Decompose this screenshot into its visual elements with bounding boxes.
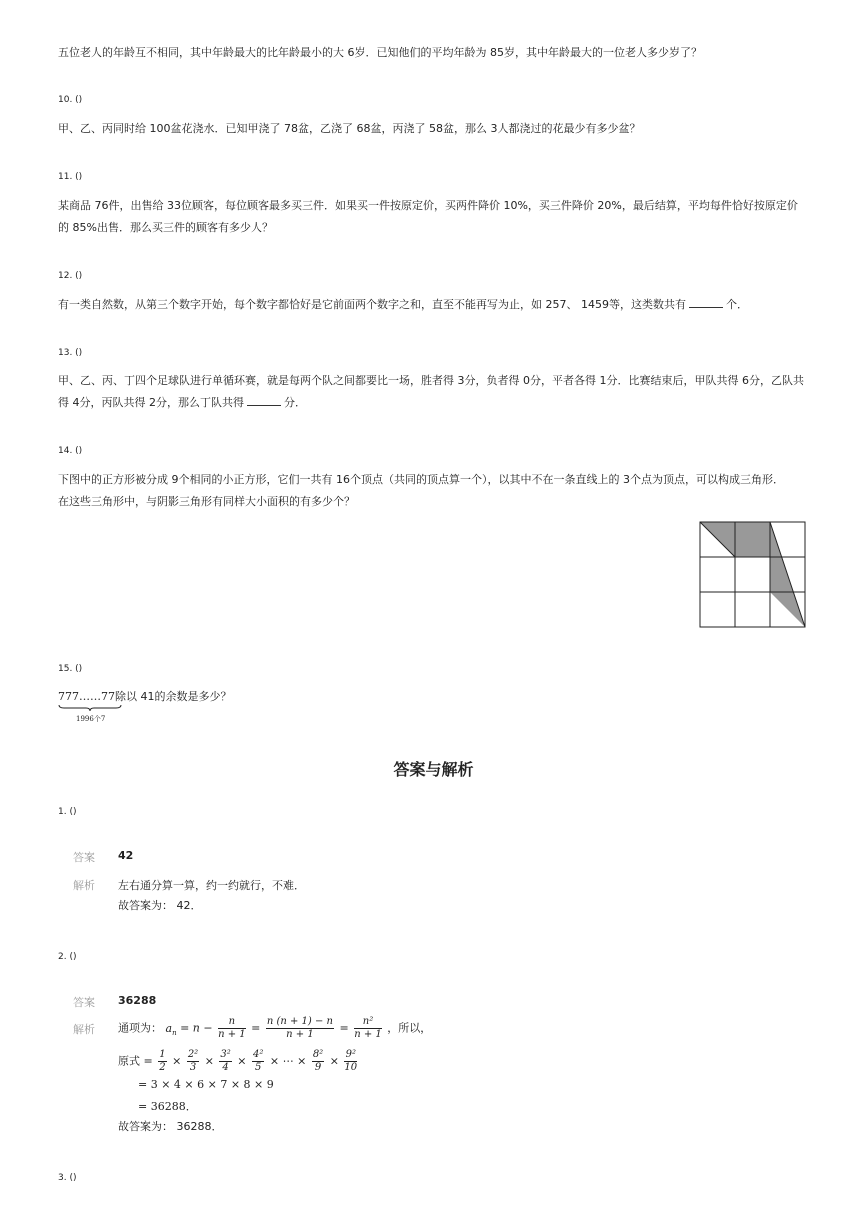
fraction-2: $\frac{n (n + 1) - n}{n + 1}$: [266, 1016, 333, 1040]
answer-2-label: 答案: [73, 996, 95, 1009]
analysis-2-line-3: = 3 × 4 × 6 × 7 × 8 × 9: [138, 1078, 274, 1091]
question-14-number: 14. (): [58, 446, 83, 456]
general-term-prefix: 通项为：: [118, 1021, 162, 1035]
analysis-1-label: 解析: [73, 879, 95, 892]
question-12-text-a: 有一类自然数，从第三个数字开始，每个数字都恰好是它前面两个数字之和，直至不能再写为止，如 257、 1459等，这类数共有: [58, 298, 686, 311]
question-13-text-b: 分．: [284, 396, 306, 409]
answer-3-number: 3. (): [58, 1173, 77, 1183]
repeated-digits: [58, 690, 115, 723]
answer-1-value: 42: [118, 849, 134, 862]
answer-2-value: 36288: [118, 994, 157, 1007]
analysis-2-line-5: 故答案为： 36288．: [118, 1120, 223, 1133]
question-15-text: 除以 41的余数是多少？: [115, 690, 232, 703]
question-10-number: 10. (): [58, 95, 83, 105]
question-15-number: 15. (): [58, 664, 83, 674]
an-symbol: $a_n$: [165, 1021, 177, 1037]
answer-blank: [247, 395, 281, 406]
question-12-text-b: 个．: [725, 298, 748, 311]
product-fraction-5: $\frac{\text{8²}}{9}$: [312, 1049, 324, 1073]
question-13-text-a: 甲、乙、丙、丁四个足球队进行单循环赛，就是每两个队之间都要比一场，胜者得 3分，负者得 0分，平者各得 1分．比赛结束后，甲队共得 6分，乙队共得 4分，丙队共得 2分，那么丁队共得: [58, 374, 804, 409]
question-13-number: 13. (): [58, 348, 83, 358]
shaded-region-2: [735, 522, 770, 557]
analysis-1-line-2: 故答案为： 42．: [118, 899, 202, 912]
question-11-text: 某商品 76件，出售给 33位顾客，每位顾客最多买三件．如果买一件按原定价，买两件降价 10%，买三件降价 20%，最后结算，平均每件恰好按原定价的 85%出售．那么买三件的顾客有多少人？: [58, 199, 798, 234]
fraction-3: $\frac{\text{n²}}{n + 1}$: [354, 1016, 382, 1040]
product-formula: 原式 = $\frac{1}{2}$ × $\frac{\text{2²}}{3}$ × $\frac{\text{3²}}{4}$ × $\frac{\text{4²}}{5}$ × ⋯ × $\frac{\text{8²}}{9}$ × $\frac{\text{9²}}{10}$: [118, 1049, 358, 1073]
analysis-1-line-1: 左右通分算一算，约一约就行，不难．: [118, 879, 305, 892]
answer-blank: [689, 297, 723, 308]
eq-start: = n −: [180, 1021, 213, 1035]
question-14-text: 下图中的正方形被分成 9个相同的小正方形，它们一共有 16个顶点（共同的顶点算一个），以其中不在一条直线上的 3个点为顶点，可以构成三角形．在这些三角形中，与阴影三角形有同样大小面积的有多少个？: [58, 473, 784, 508]
answer-1-label: 答案: [73, 851, 95, 864]
general-term-formula: 通项为： $a_n = n$ − $\frac{n}{n + 1}$ = $\frac{n (n + 1) - n}{n + 1}$ = $\frac{\text{n²}}{n + 1}$ ，所以，: [118, 1016, 432, 1040]
fraction-1: $\frac{n}{n + 1}$: [218, 1016, 246, 1040]
product-fraction-4: $\frac{\text{4²}}{5}$: [253, 1049, 264, 1073]
answers-heading: 答案与解析: [393, 760, 474, 779]
product-fraction-6: $\frac{\text{9²}}{10}$: [344, 1049, 358, 1073]
question-13-text: [58, 370, 806, 414]
orig-prefix: 原式 =: [118, 1054, 153, 1068]
product-fraction-1: $\frac{1}{2}$: [159, 1049, 166, 1073]
analysis-2-line-4: = 36288．: [138, 1100, 197, 1113]
answer-2-number: 2. (): [58, 952, 77, 962]
answer-1-number: 1. (): [58, 807, 77, 817]
analysis-2-label: 解析: [73, 1023, 95, 1036]
question-15-expression: [58, 688, 232, 723]
product-fraction-3: $\frac{\text{3²}}{4}$: [220, 1049, 231, 1073]
question-12-text: [58, 294, 748, 316]
question-11-number: 11. (): [58, 172, 83, 182]
underbrace-label: 1996个7: [76, 715, 106, 723]
question-10-text: 甲、乙、丙同时给 100盆花浇水．已知甲浇了 78盆，乙浇了 68盆，丙浇了 58盆，那么 3人都浇过的花最少有多少盆？: [58, 122, 641, 135]
general-term-suffix: ，所以，: [387, 1021, 432, 1035]
digits-text: 777……77: [58, 690, 115, 703]
question-12-number: 12. (): [58, 271, 83, 281]
product-fraction-2: $\frac{\text{2²}}{3}$: [187, 1049, 199, 1073]
question-9-text: 五位老人的年龄互不相同，其中年龄最大的比年龄最小的大 6岁．已知他们的平均年龄为 85岁，其中年龄最大的一位老人多少岁了？: [58, 46, 702, 59]
grid-figure: [699, 521, 806, 628]
underbrace-icon: [58, 704, 122, 712]
